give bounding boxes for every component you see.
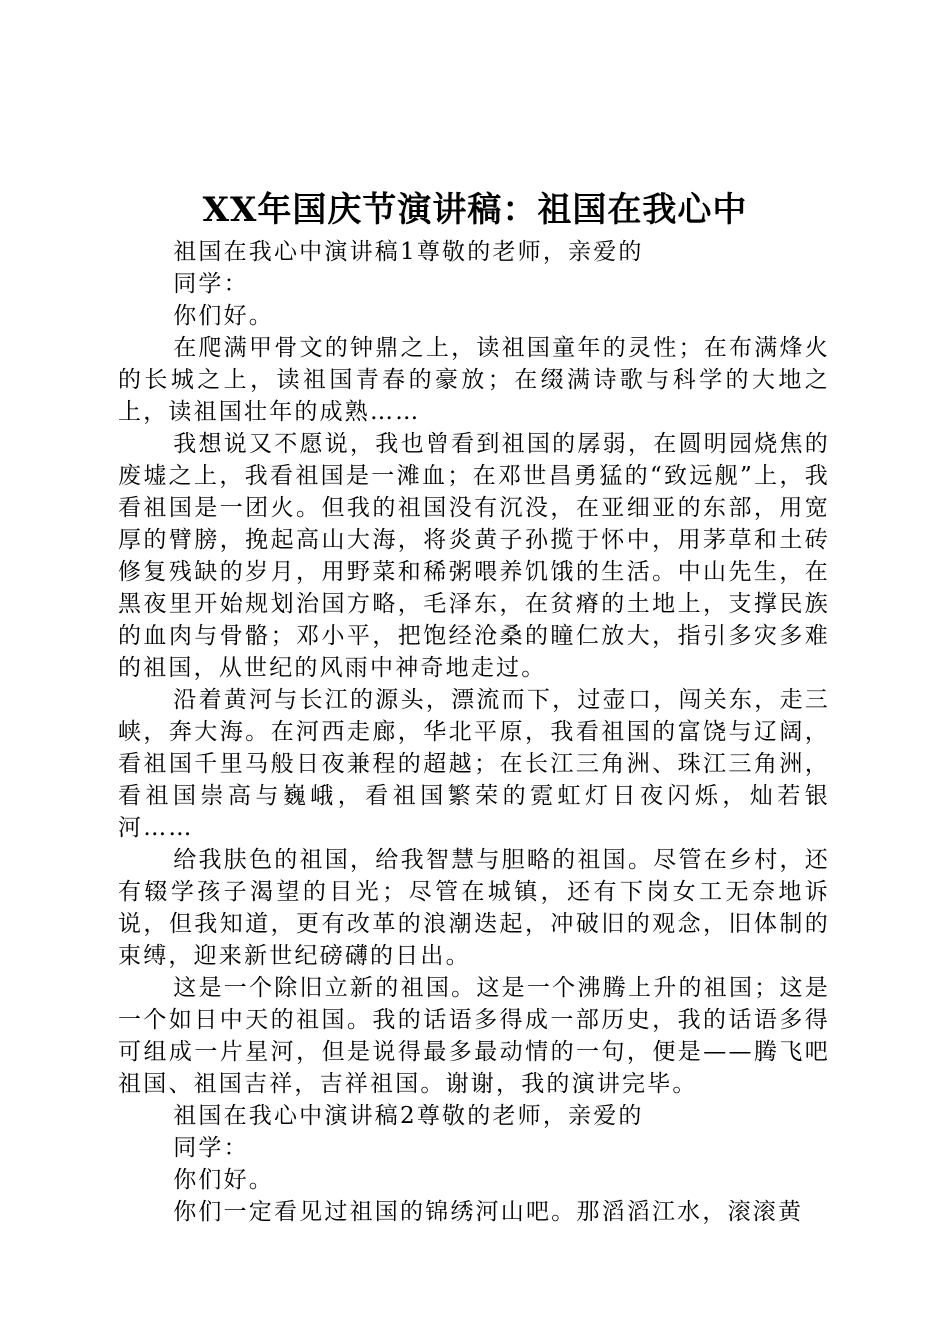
document-body — [118, 236, 830, 1228]
paragraph: 给我肤色的祖国，给我智慧与胆略的祖国。尽管在乡村，还有辍学孩子渴望的目光；尽管在城镇，还有下岗女工无奈地诉说，但我知道，更有改革的浪潮迭起，冲破旧的观念，旧体制的束缚，迎来新世纪磅礴的日出。 — [118, 847, 830, 969]
speech-1-greeting: 你们好。 — [173, 303, 274, 329]
speech-2-heading: 祖国在我心中演讲稿2尊敬的老师，亲爱的 — [173, 1103, 644, 1129]
speech-1-salutation: 同学： — [173, 271, 249, 297]
paragraph: 这是一个除旧立新的祖国。这是一个沸腾上升的祖国；这是一个如日中天的祖国。我的话语多得成一部历史，我的话语多得可组成一片星河，但是说得最多最动情的一句，便是——腾飞吧祖国、祖国吉祥，吉祥祖国。谢谢，我的演讲完毕。 — [118, 975, 830, 1097]
document-title: XX年国庆节演讲稿：祖国在我心中 — [202, 190, 748, 230]
paragraph: 在爬满甲骨文的钟鼎之上，读祖国童年的灵性；在布满烽火的长城之上，读祖国青春的豪放；在缀满诗歌与科学的大地之上，读祖国壮年的成熟…… — [118, 335, 830, 425]
paragraph: 沿着黄河与长江的源头，漂流而下，过壶口，闯关东，走三峡，奔大海。在河西走廊，华北平原，我看祖国的富饶与辽阔，看祖国千里马般日夜兼程的超越；在长江三角洲、珠江三角洲，看祖国崇高与巍峨，看祖国繁荣的霓虹灯日夜闪烁，灿若银河…… — [118, 687, 830, 841]
speech-2-salutation: 同学： — [173, 1135, 249, 1161]
speech-1-heading: 祖国在我心中演讲稿1尊敬的老师，亲爱的 — [173, 239, 644, 265]
paragraph: 你们一定看见过祖国的锦绣河山吧。那滔滔江水，滚滚黄 — [173, 1199, 804, 1225]
paragraph: 我想说又不愿说，我也曾看到祖国的孱弱，在圆明园烧焦的废墟之上，我看祖国是一滩血；在邓世昌勇猛的“致远舰”上，我看祖国是一团火。但我的祖国没有沉没，在亚细亚的东部，用宽厚的臂膀，挽起高山大海，将炎黄子孙揽于怀中，用茅草和土砖修复残缺的岁月，用野菜和稀粥喂养饥饿的生活。中山先生，在黑夜里开始规划治国方略，毛泽东，在贫瘠的土地上，支撑民族的血肉与骨骼；邓小平，把饱经沧桑的瞳仁放大，指引多灾多难的祖国，从世纪的风雨中神奇地走过。 — [118, 431, 830, 681]
speech-2-greeting: 你们好。 — [173, 1167, 274, 1193]
